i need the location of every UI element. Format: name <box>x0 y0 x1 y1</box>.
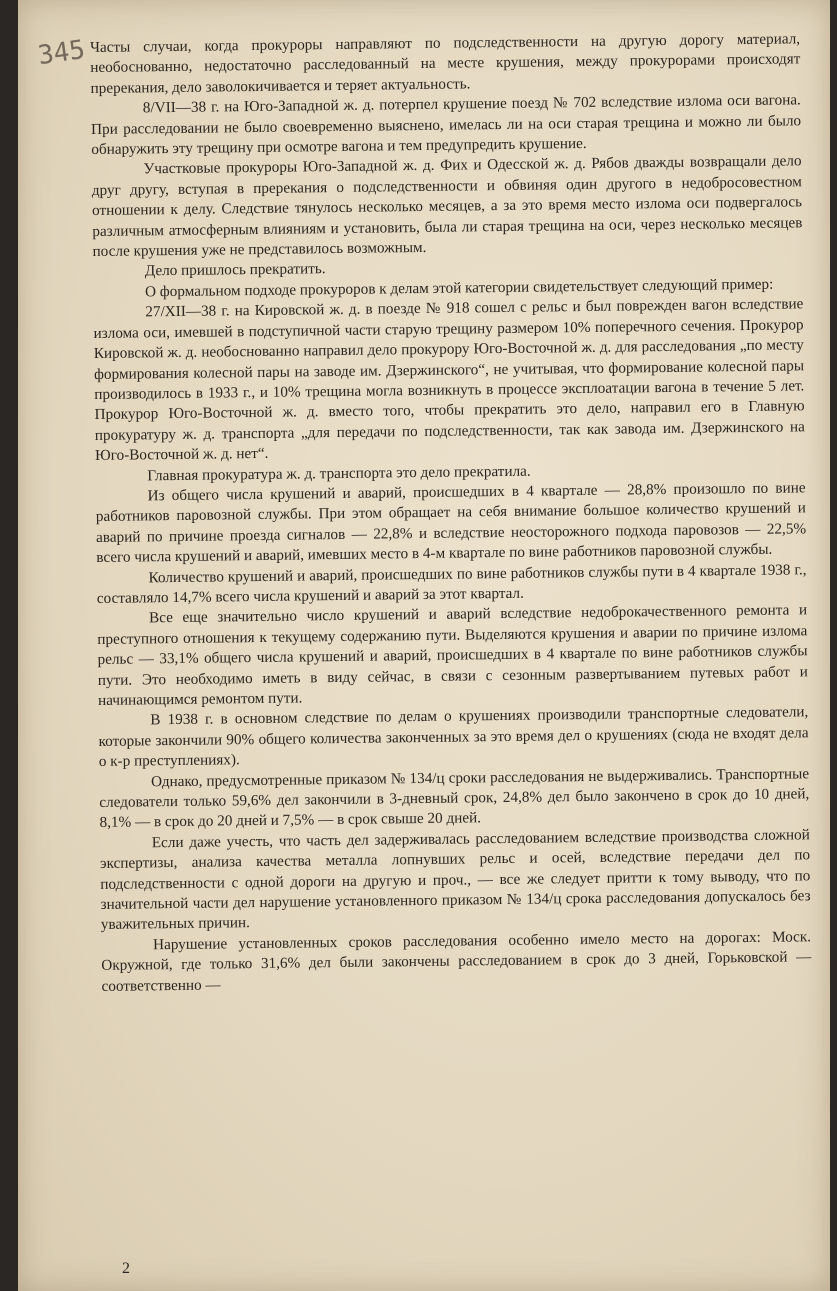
paragraph-9: Количество крушений и аварий, происшедших по вине работников службы пути в 4 квартале 1938 г., составляло 14,7% всего числа крушений и аварий за этот квартал. <box>96 560 807 607</box>
paragraph-12: Однако, предусмотренные приказом № 134/ц сроки расследования не выдерживались. Транспортные следователи только 59,6% дел закончили в 3-дневный срок, 24,8% дел было закончено в срок до 10 дней, 8,1% — в срок до 20 дней и 7,5% — в срок свыше 20 дней. <box>99 764 810 832</box>
paragraph-3: Участковые прокуроры Юго-Западной ж. д. Фих и Одесской ж. д. Рябов дважды возвращали дело друг другу, вступая в пререкания о подследственности и обвиняя один другого в недобросовестном отношении к делу. Следствие тянулось несколько месяцев, а за это время место излома оси подвергалось различным атмосферным влияниям и установить, была ли старая трещина на оси, через несколько месяцев после крушения уже не представилось возможным. <box>91 152 803 261</box>
paragraph-10: Все еще значительно число крушений и аварий вследствие недоброкачественного ремонта и преступного отношения к текущему содержанию пути. Выделяются крушения и аварии по причине излома рельс — 33,1% общего числа крушений и аварий, происшедших в 4 квартале по вине работников службы пути. Это необходимо иметь в виду сейчас, в связи с сезонным развертыванием путевых работ и начинающимся ремонтом пути. <box>97 601 808 709</box>
paragraph-4: Дело пришлось прекратить. <box>144 260 326 280</box>
body-text <box>90 29 812 997</box>
paragraph-13: Если даже учесть, что часть дел задерживалась расследованием вследствие производства сложной экспертизы, анализа качества металла лопнувших рельс и осей, вследствие передачи дел по подследственности с одной дороги на другую и проч., — все же следует притти к тому выводу, что по значительной части дел нарушение установленного приказом № 134/ц срока расследования допускалось без уважительных причин. <box>99 826 811 934</box>
handwritten-page-note: 345 <box>36 34 87 72</box>
paragraph-8: Из общего числа крушений и аварий, происшедших в 4 квартале — 28,8% произошло по вине работников паровозной службы. При этом обращает на себя внимание большое количество крушений и аварий по причине проезда сигналов — 22,8% и вследствие неосторожного подхода паровозов — 22,5% всего числа крушений и аварий, имевших место в 4-м квартале по вине работников паровозной службы. <box>95 479 807 567</box>
page-number: 2 <box>122 1260 130 1277</box>
paragraph-14: Нарушение установленных сроков расследования особенно имело место на дорогах: Моск. Окружной, где только 31,6% дел были закончены расследованием в срок до 3 дней, Горьковской — соответственно — <box>101 928 812 995</box>
document-page <box>18 0 830 1291</box>
paragraph-1: Часты случаи, когда прокуроры направляют по подследственности на другую дорогу материал, необоснованно, недостаточно расследованный на месте крушения, между прокурорами происходят пререкания, дело заволокичивается и теряет актуальность. <box>90 30 801 97</box>
paragraph-2: 8/VII—38 г. на Юго-Западной ж. д. потерпел крушение поезд № 702 вследствие излома оси вагона. При расследовании не было своевременно выяснено, имелась ли на оси старая трещина и можно ли было обнаружить эту трещину при осмотре вагона и тем предупредить крушение. <box>91 91 802 159</box>
paragraph-11: В 1938 г. в основном следствие по делам о крушениях производили транспортные следователи, которые закончили 90% общего количества законченных за это время дел о крушениях (сюда не входят дела о к-р преступлениях). <box>98 703 809 771</box>
paragraph-6: 27/XII—38 г. на Кировской ж. д. в поезде № 918 сошел с рельс и был поврежден вагон вследствие излома оси, имевшей в подступичной части старую трещину размером 10% поперечного сечения. Прокурор Кировской ж. д. необоснованно направил дело прокурору Юго-Восточной ж. д. для расследования „по месту формирования колесной пары на заводе им. Дзержинского“, не учитывая, что формирование колесной пары производилось в 1933 г., и 10% трещина могла возникнуть в процессе эксплоатации вагона в течение 5 лет. Прокурор Юго-Восточной ж. д. вместо того, чтобы прекратить это дело, направил его в Главную прокуратуру ж. д. транспорта „для передачи по подследственности, так как завода им. Дзержинского на Юго-Восточной ж. д. нет“. <box>93 295 805 465</box>
paragraph-5: О формальном подходе прокуроров к делам этой категории свидетельствует следующий пример: <box>144 275 774 301</box>
paragraph-7: Главная прокуратура ж. д. транспорта это дело прекратила. <box>147 462 531 484</box>
